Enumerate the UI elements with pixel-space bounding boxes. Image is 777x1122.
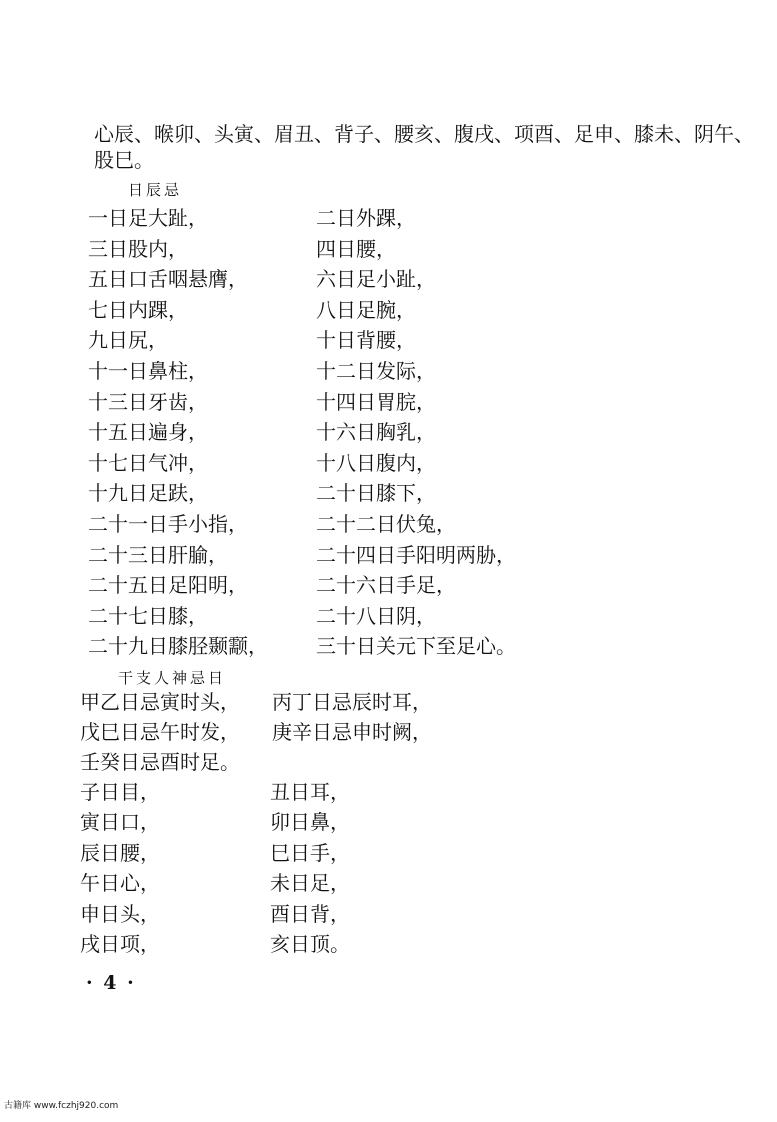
branch-day-entry-left: 午日心，: [80, 871, 160, 896]
day-taboo-entry-right: 二十二日伏兔，: [316, 512, 456, 536]
ganzhi-taboo-entry-left: 戊巳日忌午时发，: [80, 720, 240, 744]
day-taboo-entry-left: 五日口舌咽悬膺，: [88, 267, 248, 292]
section-heading-ganzhi-taboo: 干支人神忌日: [118, 669, 227, 687]
day-taboo-entry-right: 二十八日阴，: [316, 603, 436, 628]
branch-day-entry-left: 戌日项，: [80, 932, 160, 956]
day-taboo-entry-right: 六日足小趾，: [316, 267, 436, 292]
day-taboo-entry-left: 二十三日肝腧，: [88, 542, 228, 567]
ganzhi-taboo-entry-right: 丙丁日忌辰时耳，: [272, 690, 432, 714]
day-taboo-entry-left: 十三日牙齿，: [88, 389, 208, 414]
day-taboo-entry-right: 四日腰，: [316, 236, 396, 261]
branch-day-entry-right: 亥日顶。: [270, 932, 350, 956]
day-taboo-entry-right: 二十日膝下，: [316, 481, 436, 506]
day-taboo-entry-right: 十二日发际，: [316, 359, 436, 383]
ganzhi-taboo-entry-left: 甲乙日忌寅时头，: [80, 690, 240, 714]
branch-day-entry-left: 寅日口，: [80, 810, 160, 835]
day-taboo-entry-left: 十九日足趺，: [88, 481, 208, 506]
ganzhi-taboo-entry-right: 庚辛日忌申时阙，: [272, 720, 432, 744]
day-taboo-entry-left: 三日股内，: [88, 236, 188, 261]
intro-line-1: 心辰、喉卯、头寅、眉丑、背子、腰亥、腹戌、项酉、足申、膝未、阴午、: [94, 122, 754, 146]
day-taboo-entry-right: 二日外踝，: [316, 206, 416, 230]
day-taboo-entry-right: 二十六日手足，: [316, 573, 456, 598]
day-taboo-entry-left: 二十五日足阳明，: [88, 573, 248, 598]
day-taboo-entry-left: 十一日鼻柱，: [88, 359, 208, 383]
day-taboo-entry-right: 十八日腹内，: [316, 450, 436, 475]
footer-watermark: 古籍库 www.fczhj920.com: [4, 1101, 119, 1111]
day-taboo-entry-left: 十五日遍身，: [88, 420, 208, 445]
day-taboo-entry-right: 十四日胃脘，: [316, 389, 436, 414]
ganzhi-taboo-entry-left: 壬癸日忌酉时足。: [80, 750, 240, 774]
day-taboo-entry-right: 八日足腕，: [316, 297, 416, 322]
intro-line-2: 股巳。: [94, 148, 154, 172]
day-taboo-entry-left: 九日尻，: [88, 328, 168, 353]
branch-day-entry-right: 卯日鼻，: [270, 810, 350, 835]
day-taboo-entry-left: 二十一日手小指，: [88, 512, 248, 536]
day-taboo-entry-right: 十日背腰，: [316, 328, 416, 353]
day-taboo-entry-left: 二十九日膝胫颞颥，: [88, 634, 268, 659]
branch-day-entry-left: 辰日腰，: [80, 840, 160, 865]
branch-day-entry-right: 巳日手，: [270, 840, 350, 865]
branch-day-entry-right: 丑日耳，: [270, 780, 350, 804]
day-taboo-entry-left: 一日足大趾，: [88, 206, 208, 230]
page-number: · 4 ·: [86, 972, 136, 994]
day-taboo-entry-right: 二十四日手阳明两胁，: [316, 542, 516, 567]
day-taboo-entry-right: 十六日胸乳，: [316, 420, 436, 445]
day-taboo-entry-right: 三十日关元下至足心。: [316, 634, 516, 659]
day-taboo-entry-left: 二十七日膝，: [88, 603, 208, 628]
section-heading-day-taboo: 日辰忌: [128, 181, 183, 199]
day-taboo-entry-left: 七日内踝，: [88, 297, 188, 322]
branch-day-entry-right: 酉日背，: [270, 901, 350, 926]
branch-day-entry-left: 申日头，: [80, 901, 160, 926]
branch-day-entry-right: 未日足，: [270, 871, 350, 896]
branch-day-entry-left: 子日目，: [80, 780, 160, 804]
day-taboo-entry-left: 十七日气冲，: [88, 450, 208, 475]
